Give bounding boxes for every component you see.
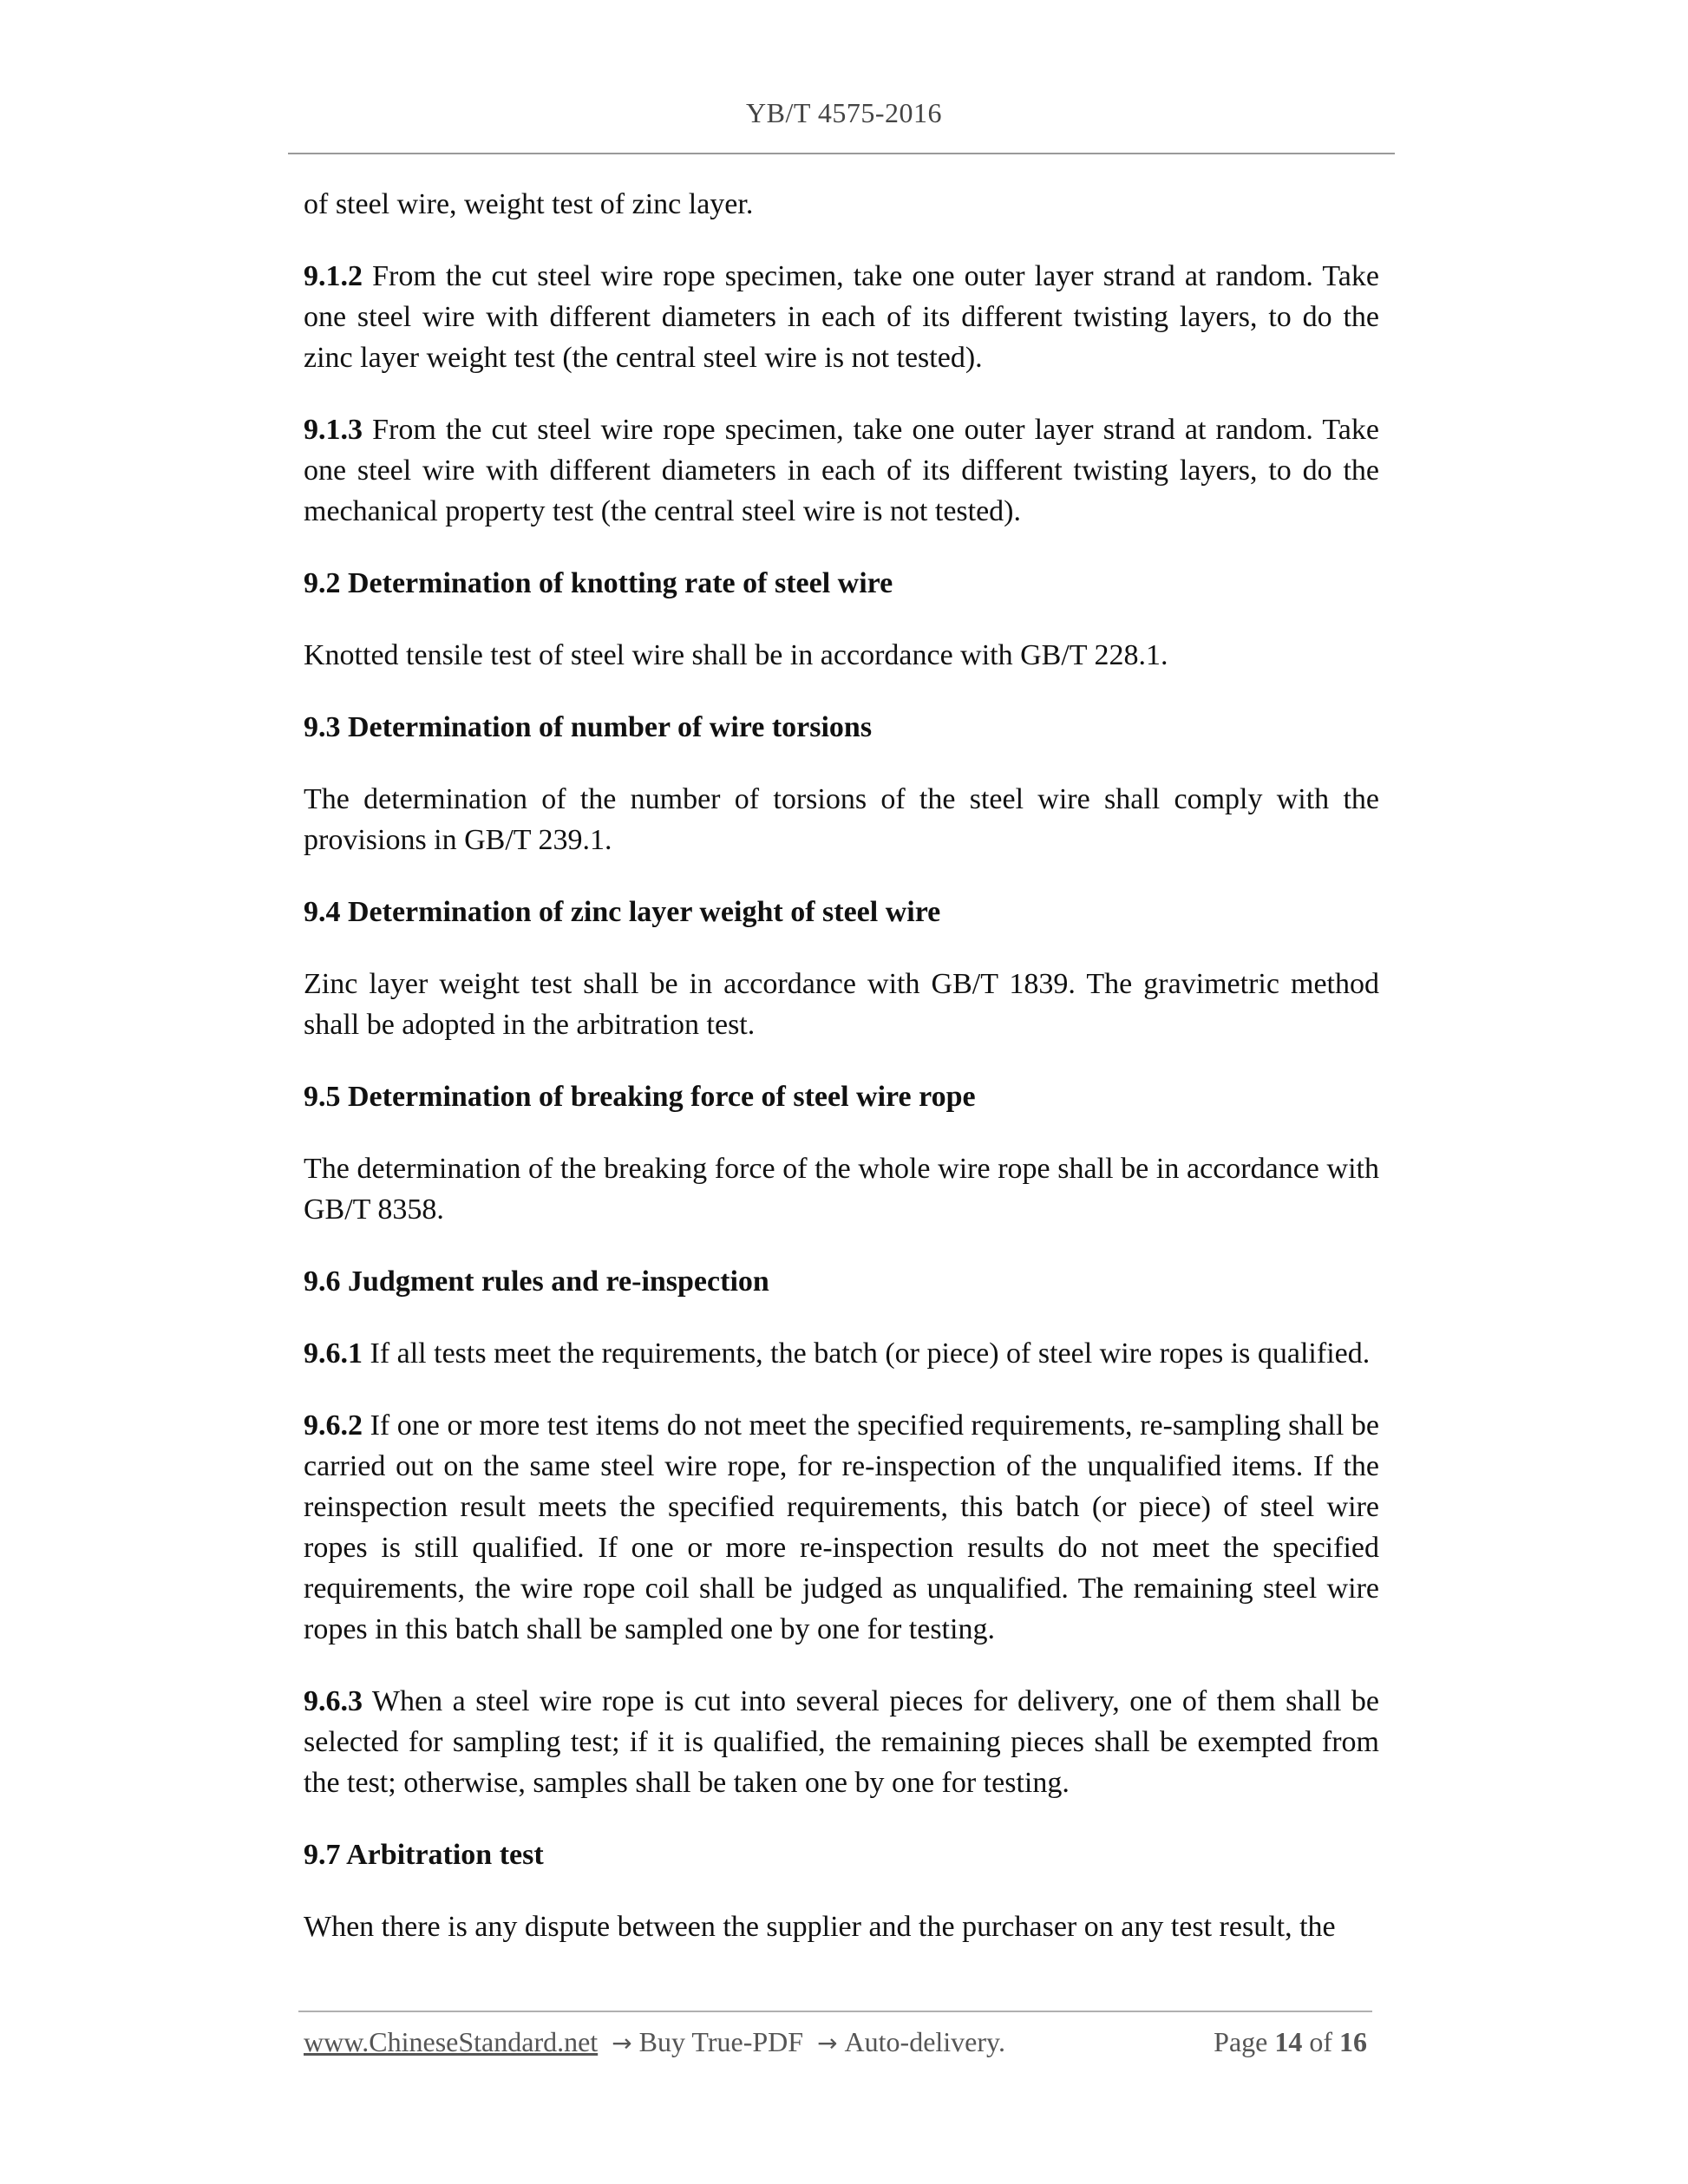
auto-delivery-text: Auto-delivery.	[844, 2026, 1005, 2057]
section-text-9-4: Zinc layer weight test shall be in accordance with GB/T 1839. The gravimetric method shall be adopted in the arbitration test.	[304, 968, 1379, 1041]
total-page-number: 16	[1339, 2026, 1367, 2057]
of-label: of	[1309, 2026, 1332, 2057]
clause-9-6-1	[304, 1333, 1379, 1374]
clause-9-1-2	[304, 256, 1379, 378]
website-link[interactable]: www.ChineseStandard.net	[304, 2026, 599, 2057]
page-footer	[304, 2026, 1367, 2070]
clause-text: When a steel wire rope is cut into several pieces for delivery, one of them shall be selected for sampling test; if it is qualified, the remaining pieces shall be exempted from the test; otherwise, samples shall be taken one by one for testing.	[304, 1685, 1379, 1799]
section-text-9-7: When there is any dispute between the supplier and the purchaser on any test result, the	[304, 1911, 1336, 1943]
section-heading-9-5: 9.5 Determination of breaking force of steel wire rope	[304, 1081, 976, 1113]
clause-9-6-2	[304, 1405, 1379, 1650]
page-label: Page	[1214, 2026, 1268, 2057]
page-indicator	[1214, 2026, 1367, 2058]
clause-number: 9.1.3	[304, 414, 363, 446]
section-heading-9-7: 9.7 Arbitration test	[304, 1839, 544, 1871]
section-heading-9-6: 9.6 Judgment rules and re-inspection	[304, 1265, 769, 1298]
footer-promo	[304, 2026, 1005, 2058]
section-text-9-2: Knotted tensile test of steel wire shall be in accordance with GB/T 228.1.	[304, 639, 1168, 671]
section-text-9-3: The determination of the number of torsions of the steel wire shall comply with the provisions in GB/T 239.1.	[304, 783, 1379, 856]
paragraph-continuation: of steel wire, weight test of zinc layer.	[304, 188, 754, 220]
document-code-header: YB/T 4575-2016	[746, 97, 942, 128]
footer-divider	[298, 2011, 1372, 2012]
clause-number: 9.6.2	[304, 1409, 363, 1442]
right-arrow-icon: →	[817, 2029, 838, 2057]
right-arrow-icon: →	[612, 2029, 632, 2057]
clause-number: 9.6.3	[304, 1685, 363, 1717]
clause-text: From the cut steel wire rope specimen, take one outer layer strand at random. Take one steel wire with different diameters in each of its different twisting layers, to do the zinc layer weight test (the central steel wire is not tested).	[304, 260, 1379, 374]
clause-text: If one or more test items do not meet the specified requirements, re-sampling shall be carried out on the same steel wire rope, for re-inspection of the unqualified items. If the reinspection result meets the specified requirements, this batch (or piece) of steel wire ropes is still qualified. If one or more re-inspection results do not meet the specified requirements, the wire rope coil shall be judged as unqualified. The remaining steel wire ropes in this batch shall be sampled one by one for testing.	[304, 1409, 1379, 1645]
page-content	[304, 184, 1379, 1978]
clause-text: From the cut steel wire rope specimen, take one outer layer strand at random. Take one steel wire with different diameters in each of its different twisting layers, to do the mechanical property test (the central steel wire is not tested).	[304, 414, 1379, 527]
section-heading-9-4: 9.4 Determination of zinc layer weight of steel wire	[304, 896, 941, 928]
section-heading-9-3: 9.3 Determination of number of wire torsions	[304, 711, 873, 743]
clause-9-6-3	[304, 1681, 1379, 1803]
section-heading-9-2: 9.2 Determination of knotting rate of steel wire	[304, 567, 893, 599]
clause-text: If all tests meet the requirements, the batch (or piece) of steel wire ropes is qualified.	[363, 1337, 1371, 1370]
clause-number: 9.6.1	[304, 1337, 363, 1370]
current-page-number: 14	[1274, 2026, 1303, 2057]
clause-number: 9.1.2	[304, 260, 363, 292]
section-text-9-5: The determination of the breaking force of the whole wire rope shall be in accordance with GB/T 8358.	[304, 1153, 1379, 1226]
header-divider	[288, 153, 1395, 154]
clause-9-1-3	[304, 409, 1379, 532]
buy-pdf-text: Buy True-PDF	[638, 2026, 804, 2057]
